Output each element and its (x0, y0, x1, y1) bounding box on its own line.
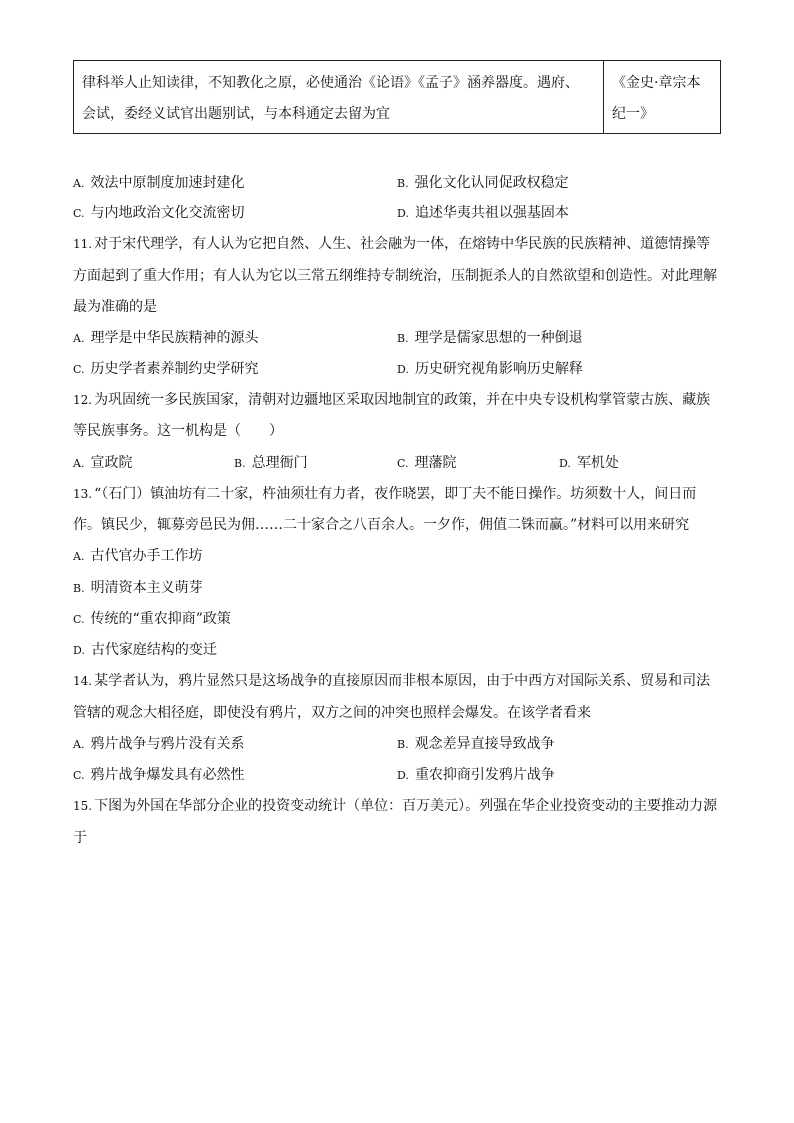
option-letter: A. (73, 738, 85, 751)
option-text: 军机处 (576, 455, 619, 471)
option-text: 古代家庭结构的变迁 (90, 642, 217, 658)
source-citation-line: 纪一》 (612, 106, 654, 122)
q14-option-c[interactable] (73, 765, 245, 786)
option-letter: D. (397, 363, 409, 376)
q11-option-b[interactable] (397, 328, 583, 349)
q10-option-c[interactable] (73, 203, 245, 224)
option-text: 宣政院 (90, 455, 133, 471)
option-letter: A. (73, 177, 85, 190)
question-text: 某学者认为，鸦片显然只是这场战争的直接原因而非根本原因，由于中西方对国际关系、贸易和司法 (94, 673, 711, 689)
q12-option-b[interactable] (234, 453, 308, 474)
q11-stem-line: 方面起到了重大作用；有人认为它以三常五纲维持专制统治，压制扼杀人的自然欲望和创造性。对此理解 (73, 268, 717, 284)
q12-stem-line (73, 390, 710, 410)
option-letter: C. (73, 363, 85, 376)
option-text: 观念差异直接导致战争 (414, 736, 555, 752)
option-text: 理学是中华民族精神的源头 (90, 330, 259, 346)
source-text-line: 律科举人止知读律，不知教化之原，必使通治《论语》《孟子》涵养器度。遇府、 (82, 75, 579, 91)
q12-stem-line: 等民族事务。这一机构是（ ） (73, 423, 283, 439)
option-letter: A. (73, 457, 85, 470)
q10-option-b[interactable] (397, 173, 569, 194)
option-letter: A. (73, 550, 85, 563)
option-letter: D. (559, 457, 571, 470)
option-letter: D. (73, 644, 85, 657)
option-text: 理学是儒家思想的一种倒退 (414, 330, 583, 346)
option-text: 鸦片战争与鸦片没有关系 (90, 736, 245, 752)
option-letter: D. (397, 769, 409, 782)
q14-option-b[interactable] (397, 734, 555, 755)
question-text: 下图为外国在华部分企业的投资变动统计（单位：百万美元）。列强在华企业投资变动的主要推动力源 (94, 798, 718, 814)
source-table-text-cell (74, 61, 604, 133)
option-letter: B. (397, 332, 409, 345)
source-text-line: 会试，委经义试官出题别试，与本科通定去留为宜 (82, 106, 390, 122)
q11-stem-line (73, 234, 710, 254)
q14-option-d[interactable] (397, 765, 555, 786)
q13-option-c[interactable] (73, 609, 231, 630)
option-letter: C. (73, 207, 85, 220)
option-text: 传统的“重农抑商”政策 (90, 611, 231, 627)
q15-stem-line (73, 796, 717, 816)
question-text: “（石门）镇油坊有二十家，杵油须壮有力者，夜作晓罢，即丁夫不能日操作。坊须数十人，间日而 (94, 486, 697, 502)
q10-option-d[interactable] (397, 203, 569, 224)
q12-option-a[interactable] (73, 453, 132, 474)
source-citation-line: 《金史·章宗本 (612, 75, 701, 91)
q13-option-b[interactable] (73, 578, 203, 599)
option-letter: B. (397, 738, 409, 751)
option-text: 明清资本主义萌芽 (90, 580, 203, 596)
q14-stem-line: 管辖的观念大相径庭，即使没有鸦片，双方之间的冲突也照样会爆发。在该学者看来 (73, 705, 591, 721)
option-text: 鸦片战争爆发具有必然性 (90, 767, 245, 783)
q10-option-a[interactable] (73, 173, 244, 194)
q12-option-c[interactable] (397, 453, 457, 474)
q11-option-a[interactable] (73, 328, 258, 349)
q15-stem-line: 于 (73, 830, 87, 846)
question-number: 14. (73, 674, 93, 688)
option-letter: B. (73, 582, 85, 595)
option-text: 总理衙门 (251, 455, 308, 471)
question-number: 13. (73, 487, 93, 501)
option-letter: B. (234, 457, 246, 470)
option-letter: C. (73, 613, 85, 626)
option-letter: C. (397, 457, 409, 470)
option-text: 强化文化认同促政权稳定 (414, 175, 569, 191)
option-text: 理藩院 (414, 455, 457, 471)
option-text: 追述华夷共祖以强基固本 (414, 205, 569, 221)
q13-stem-line (73, 484, 696, 504)
q11-option-d[interactable] (397, 359, 583, 380)
option-letter: D. (397, 207, 409, 220)
q14-option-a[interactable] (73, 734, 244, 755)
q13-option-a[interactable] (73, 546, 202, 567)
question-number: 15. (73, 799, 93, 813)
question-number: 12. (73, 393, 93, 407)
q11-stem-line: 最为准确的是 (73, 299, 157, 315)
option-text: 重农抑商引发鸦片战争 (414, 767, 555, 783)
question-text: 对于宋代理学，有人认为它把自然、人生、社会融为一体，在熔铸中华民族的民族精神、道德情操等 (94, 236, 711, 252)
option-letter: A. (73, 332, 85, 345)
option-text: 历史学者素养制约史学研究 (90, 361, 259, 377)
option-letter: B. (397, 177, 409, 190)
question-text: 为巩固统一多民族国家，清朝对边疆地区采取因地制宜的政策，并在中央专设机构掌管蒙古族、藏族 (94, 392, 711, 408)
source-table (73, 60, 721, 134)
option-text: 古代官办手工作坊 (90, 548, 203, 564)
option-text: 与内地政治文化交流密切 (90, 205, 245, 221)
option-text: 历史研究视角影响历史解释 (414, 361, 583, 377)
q11-option-c[interactable] (73, 359, 259, 380)
q13-stem-line: 作。镇民少，辄募旁邑民为佣……二十家合之八百余人。一夕作，佣值二铢而赢。”材料可以用来研究 (73, 517, 690, 533)
option-text: 效法中原制度加速封建化 (90, 175, 245, 191)
q13-option-d[interactable] (73, 640, 217, 661)
option-letter: C. (73, 769, 85, 782)
q14-stem-line (73, 671, 710, 691)
source-table-citation-cell (604, 61, 720, 133)
q12-option-d[interactable] (559, 453, 619, 474)
question-number: 11. (73, 237, 93, 251)
